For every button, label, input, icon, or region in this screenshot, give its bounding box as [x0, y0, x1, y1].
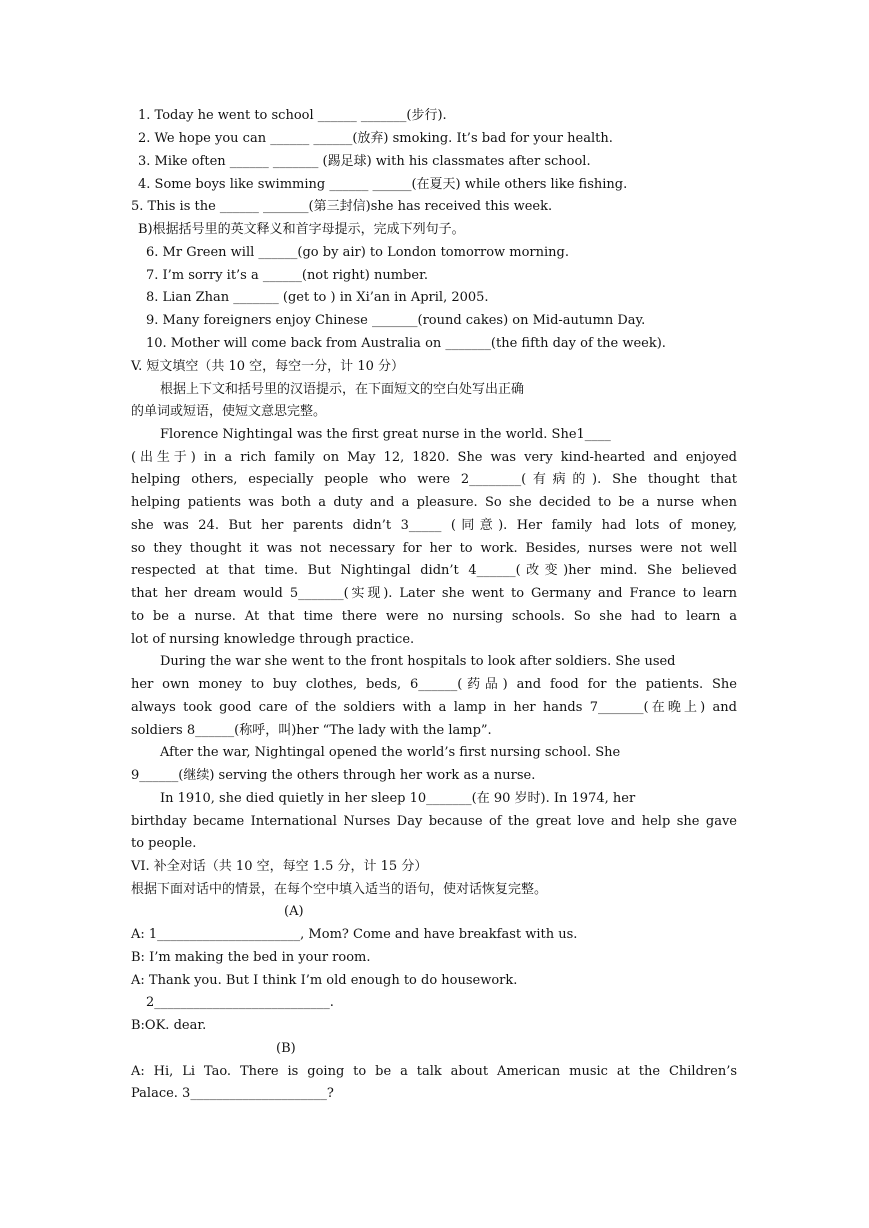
question-4: 4. Some boys like swimming ______ ______(在夏天) while others like fishing.	[138, 177, 628, 192]
passage-line: lot of nursing knowledge through practice.	[131, 632, 415, 647]
part-v-heading: V. 短文填空（共 10 空，每空一分，计 10 分）	[131, 359, 404, 374]
question-10: 10. Mother will come back from Australia on _______(the fifth day of the week).	[146, 336, 666, 351]
dialogue-line: A: Thank you. But I think I’m old enough to do housework.	[131, 973, 518, 988]
passage-line: 9______(继续) serving the others through her work as a nurse.	[131, 768, 536, 783]
question-7: 7. I’m sorry it’s a ______(not right) number.	[146, 268, 428, 283]
passage-line: birthday became International Nurses Day because of the great love and help she gave	[131, 814, 737, 829]
part-v-instruction-1: 根据上下文和括号里的汉语提示，在下面短文的空白处写出正确	[160, 382, 525, 397]
passage-line: helping others, especially people who were 2________(有病的). She thought that	[131, 472, 737, 487]
question-2: 2. We hope you can ______ ______(放弃) smoking. It’s bad for your health.	[138, 131, 613, 146]
question-1: 1. Today he went to school ______ _______(步行).	[138, 108, 447, 123]
passage-line: helping patients was both a duty and a pleasure. So she decided to be a nurse when	[131, 495, 737, 510]
dialogue-line: B:OK. dear.	[131, 1018, 207, 1033]
part-vi-heading: VI. 补全对话（共 10 空，每空 1.5 分，计 15 分）	[131, 859, 428, 874]
part-vi-instruction: 根据下面对话中的情景，在每个空中填入适当的语句，使对话恢复完整。	[131, 882, 548, 897]
dialogue-a-label: (A)	[284, 904, 304, 919]
part-v-instruction-2: 的单词或短语，使短文意思完整。	[131, 404, 327, 419]
dialogue-b-label: (B)	[276, 1041, 296, 1056]
section-b-heading: B)根据括号里的英文释义和首字母提示，完成下列句子。	[138, 222, 465, 237]
passage-line: she was 24. But her parents didn’t 3_____ (同意). Her family had lots of money,	[131, 518, 737, 533]
dialogue-line: A: 1______________________, Mom? Come and have breakfast with us.	[131, 927, 578, 942]
dialogue-line: Palace. 3_____________________?	[131, 1086, 334, 1101]
passage-line: to people.	[131, 836, 197, 851]
passage-line: always took good care of the soldiers with a lamp in her hands 7_______(在晚上) and	[131, 700, 737, 715]
passage-line: In 1910, she died quietly in her sleep 10_______(在 90 岁时). In 1974, her	[160, 791, 636, 806]
passage-line: to be a nurse. At that time there were no nursing schools. So she had to learn a	[131, 609, 737, 624]
passage-line: that her dream would 5_______(实现). Later she went to Germany and France to learn	[131, 586, 737, 601]
dialogue-line: B: I’m making the bed in your room.	[131, 950, 371, 965]
question-5: 5. This is the ______ _______(第三封信)she has received this week.	[131, 199, 553, 214]
question-3: 3. Mike often ______ _______ (踢足球) with his classmates after school.	[138, 154, 591, 169]
question-8: 8. Lian Zhan _______ (get to ) in Xi’an in April, 2005.	[146, 290, 489, 305]
question-9: 9. Many foreigners enjoy Chinese _______(round cakes) on Mid-autumn Day.	[146, 313, 646, 328]
passage-line: After the war, Nightingal opened the world’s first nursing school. She	[160, 745, 621, 760]
question-6: 6. Mr Green will ______(go by air) to London tomorrow morning.	[146, 245, 570, 260]
passage-line: so they thought it was not necessary for her to work. Besides, nurses were not well	[131, 541, 737, 556]
passage-line: respected at that time. But Nightingal didn’t 4______(改变)her mind. She believed	[131, 563, 737, 578]
passage-line: Florence Nightingal was the first great nurse in the world. She1____	[160, 427, 611, 442]
dialogue-line: 2___________________________.	[146, 995, 334, 1010]
dialogue-line: A: Hi, Li Tao. There is going to be a talk about American music at the Children’s	[131, 1064, 737, 1079]
passage-line: During the war she went to the front hospitals to look after soldiers. She used	[160, 654, 676, 669]
passage-line: soldiers 8______(称呼，叫)her “The lady with the lamp”.	[131, 723, 492, 738]
passage-line: (出生于) in a rich family on May 12, 1820. She was very kind-hearted and enjoyed	[131, 450, 737, 465]
passage-line: her own money to buy clothes, beds, 6______(药品) and food for the patients. She	[131, 677, 737, 692]
